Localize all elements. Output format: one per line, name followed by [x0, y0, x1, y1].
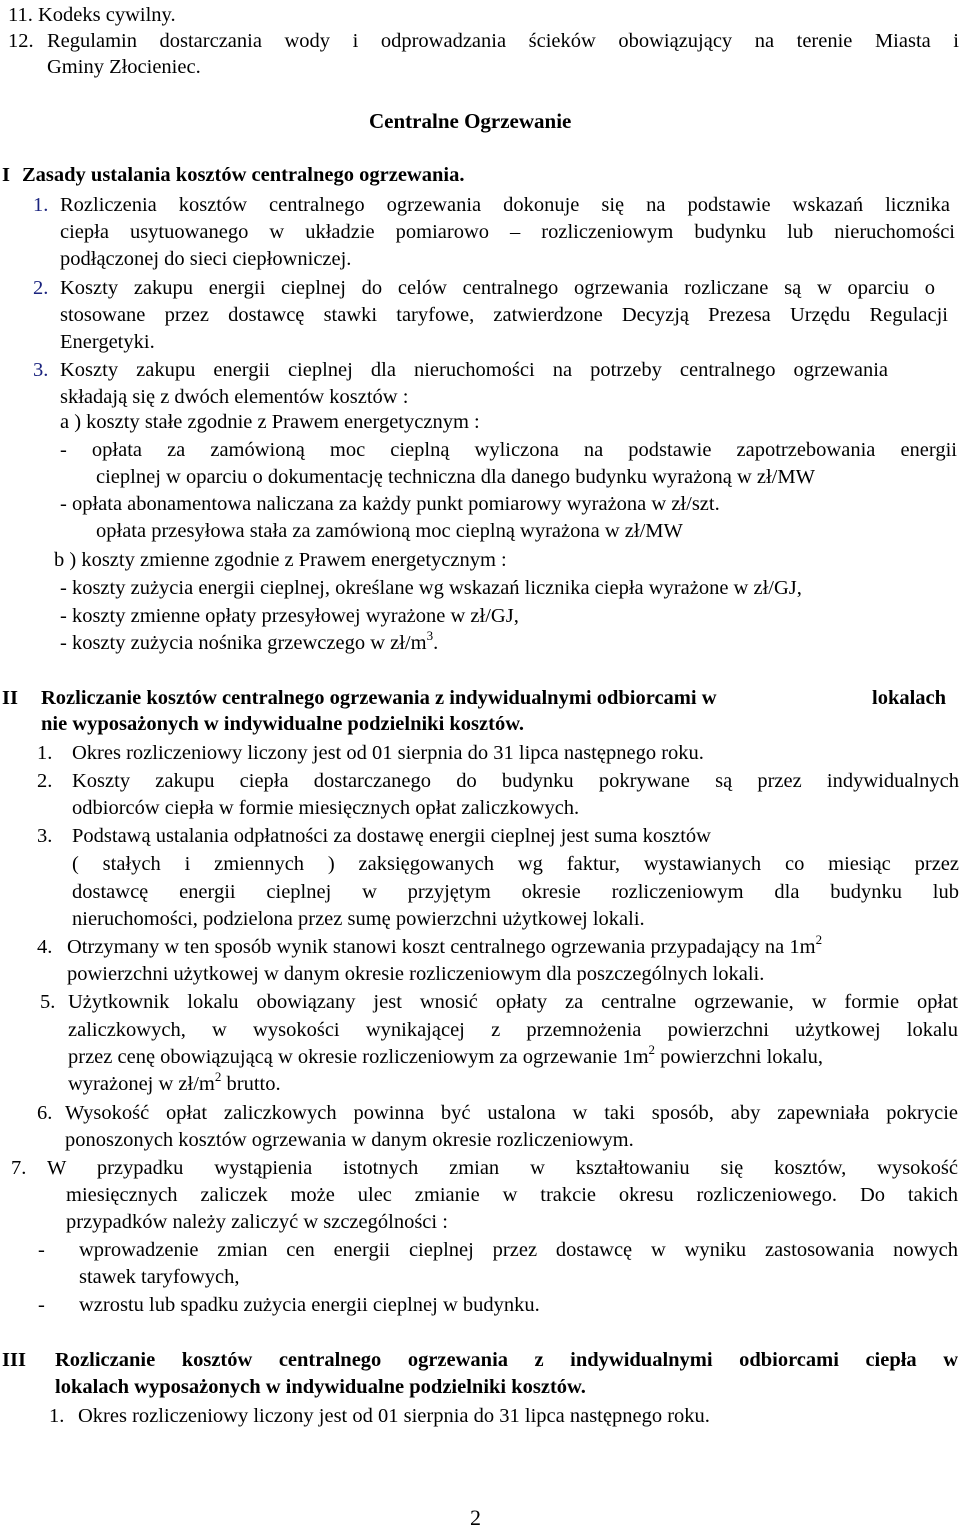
sec3-heading-line2: lokalach wyposażonych w indywidualne podzielniki kosztów.	[55, 1376, 586, 1398]
sec2-item4-num: 4.	[37, 936, 53, 958]
sec2-roman: II	[2, 687, 18, 709]
sec3-item1-text: Okres rozliczeniowy liczony jest od 01 sierpnia do 31 lipca następnego roku.	[78, 1405, 710, 1427]
dash-bullet: -	[38, 1294, 45, 1316]
sec1-p1-num: 1.	[33, 194, 49, 216]
sec2-item5-line1: Użytkownik lokalu obowiązany jest wnosić opłaty za centralne ogrzewanie, w formie opłat	[68, 991, 958, 1013]
page-number: 2	[470, 1505, 481, 1530]
sec2-heading-line1: Rozliczanie kosztów centralnego ogrzewania z indywidualnymi odbiorcami w	[41, 687, 717, 709]
sec1-p1-line3: podłączonej do sieci ciepłowniczej.	[60, 248, 352, 270]
sec1-p3-line1: Koszty zakupu energii cieplnej dla nieruchomości na potrzeby centralnego ogrzewania	[60, 359, 888, 381]
sec2-item3-line3: dostawcę energii cieplnej w przyjętym okresie rozliczeniowym dla budynku lub	[72, 881, 959, 903]
superscript: 2	[815, 932, 823, 947]
sec2-item2-num: 2.	[37, 770, 53, 792]
sec2-item4-line1: Otrzymany w ten sposób wynik stanowi koszt centralnego ogrzewania przypadający na $1m^2$	[67, 932, 823, 958]
sec1-p3-num: 3.	[33, 359, 49, 381]
sec1-p3-b1: - koszty zużycia energii cieplnej, określane wg wskazań licznika ciepła wyrażone w zł/GJ,	[60, 577, 802, 599]
sec1-p3-b: b ) koszty zmienne zgodnie z Prawem energetycznym :	[54, 549, 507, 571]
sec1-p2-line2: stosowane przez dostawcę stawki taryfowe, zatwierdzone Decyzją Prezesa Urzędu Regulacji	[60, 304, 948, 326]
sec2-item3-line4: nieruchomości, podzielona przez sumę powierzchni użytkowej lokali.	[72, 908, 645, 930]
sec2-item7-line2: miesięcznych zaliczek może ulec zmianie w trakcie okresu rozliczeniowego. Do takich	[66, 1184, 958, 1206]
sec1-p3-line2: składają się z dwóch elementów kosztów :	[60, 386, 409, 408]
sec1-p2-num: 2.	[33, 277, 49, 299]
sec2-item6-line2: ponoszonych kosztów ogrzewania w danym okresie rozliczeniowym.	[65, 1129, 634, 1151]
dash-bullet: -	[38, 1239, 45, 1261]
sec1-p3-b2: - koszty zmienne opłaty przesyłowej wyrażone w zł/GJ,	[60, 605, 519, 627]
sec2-item7-line1: W przypadku wystąpienia istotnych zmian w kształtowaniu się kosztów, wysokość	[47, 1157, 958, 1179]
sec2-heading-line2: nie wyposażonych w indywidualne podzielniki kosztów.	[41, 713, 524, 735]
sec1-p2-line3: Energetyki.	[60, 331, 155, 353]
superscript: 3	[426, 628, 434, 643]
sec1-p3-a3: opłata przesyłowa stała za zamówioną moc cieplną wyrażona w zł/MW	[96, 520, 683, 542]
sec2-item3-line1: Podstawą ustalania odpłatności za dostawę energii cieplnej jest suma kosztów	[72, 825, 711, 847]
sec1-p2-line1: Koszty zakupu energii cieplnej do celów centralnego ogrzewania rozliczane są w oparciu o	[60, 277, 935, 299]
sec2-item3-line2: ( stałych i zmiennych ) zaksięgowanych wg faktur, wystawianych co miesiąc przez	[72, 853, 959, 875]
sec2-item3-num: 3.	[37, 825, 53, 847]
section-title: Centralne Ogrzewanie	[369, 109, 572, 133]
sec2-item5-line3: przez cenę obowiązującą w okresie rozliczeniowym za ogrzewanie $1m^2$ powierzchni lokalu,	[68, 1042, 823, 1068]
sec1-p3-a2: - opłata abonamentowa naliczana za każdy punkt pomiarowy wyrażona w zł/szt.	[60, 493, 720, 515]
sec3-heading-line1: Rozliczanie kosztów centralnego ogrzewania z indywidualnymi odbiorcami ciepła w	[55, 1349, 958, 1371]
sec1-heading: Zasady ustalania kosztów centralnego ogrzewania.	[22, 164, 465, 186]
sec2-item1-num: 1.	[37, 742, 53, 764]
sec2-item2-line1: Koszty zakupu ciepła dostarczanego do budynku pokrywane są przez indywidualnych	[72, 770, 959, 792]
sec1-p1-line1: Rozliczenia kosztów centralnego ogrzewania dokonuje się na podstawie wskazań licznika	[60, 194, 950, 216]
sec2-item6-num: 6.	[37, 1102, 53, 1124]
sec2-item7-dash1-line1: wprowadzenie zmian cen energii cieplnej przez dostawcę w wyniku zastosowania nowych	[79, 1239, 958, 1261]
sec2-item7-dash2: wzrostu lub spadku zużycia energii cieplnej w budynku.	[79, 1294, 540, 1316]
list-item-12-line2: Gminy Złocieniec.	[47, 56, 201, 78]
sec2-item7-line3: przypadków należy zaliczyć w szczególności :	[66, 1211, 448, 1233]
list-item-12-num: 12.	[8, 30, 34, 52]
list-item-12-line1: Regulamin dostarczania wody i odprowadzania ścieków obowiązujący na terenie Miasta i	[47, 30, 959, 52]
sec1-p1-line2: ciepła usytuowanego w układzie pomiarowo – rozliczeniowym budynku lub nieruchomości	[60, 221, 955, 243]
sec2-item5-line2: zaliczkowych, w wysokości wynikającej z przemnożenia powierzchni użytkowej lokalu	[68, 1019, 958, 1041]
superscript: 2	[648, 1042, 656, 1057]
sec1-p3-a: a ) koszty stałe zgodnie z Prawem energetycznym :	[60, 411, 480, 433]
sec2-heading-line1-end: lokalach	[872, 687, 947, 709]
sec1-p3-b3: - koszty zużycia nośnika grzewczego w $zł/m^3$.	[60, 628, 439, 654]
sec2-item5-num: 5.	[40, 991, 56, 1013]
list-item-11: 11. Kodeks cywilny.	[8, 4, 176, 26]
sec2-item1-text: Okres rozliczeniowy liczony jest od 01 sierpnia do 31 lipca następnego roku.	[72, 742, 704, 764]
sec1-p3-a1-line1: - opłata za zamówioną moc cieplną wyliczona na podstawie zapotrzebowania energii	[60, 439, 957, 461]
sec2-item5-line4: wyrażonej w $zł/m^2$ brutto.	[68, 1069, 281, 1095]
sec2-item6-line1: Wysokość opłat zaliczkowych powinna być ustalona w taki sposób, aby zapewniała pokrycie	[65, 1102, 958, 1124]
sec1-p3-a1-line2: cieplnej w oparciu o dokumentację techniczna dla danego budynku wyrażoną w zł/MW	[96, 466, 815, 488]
sec2-item7-dash1-line2: stawek taryfowych,	[79, 1266, 240, 1288]
sec2-item2-line2: odbiorców ciepła w formie miesięcznych opłat zaliczkowych.	[72, 797, 580, 819]
sec1-roman: I	[2, 164, 10, 186]
sec2-item7-num: 7.	[11, 1157, 27, 1179]
sec3-roman: III	[2, 1349, 26, 1371]
sec3-item1-num: 1.	[49, 1405, 65, 1427]
sec2-item4-line2: powierzchni użytkowej w danym okresie rozliczeniowym dla poszczególnych lokali.	[67, 963, 765, 985]
superscript: 2	[214, 1069, 222, 1084]
